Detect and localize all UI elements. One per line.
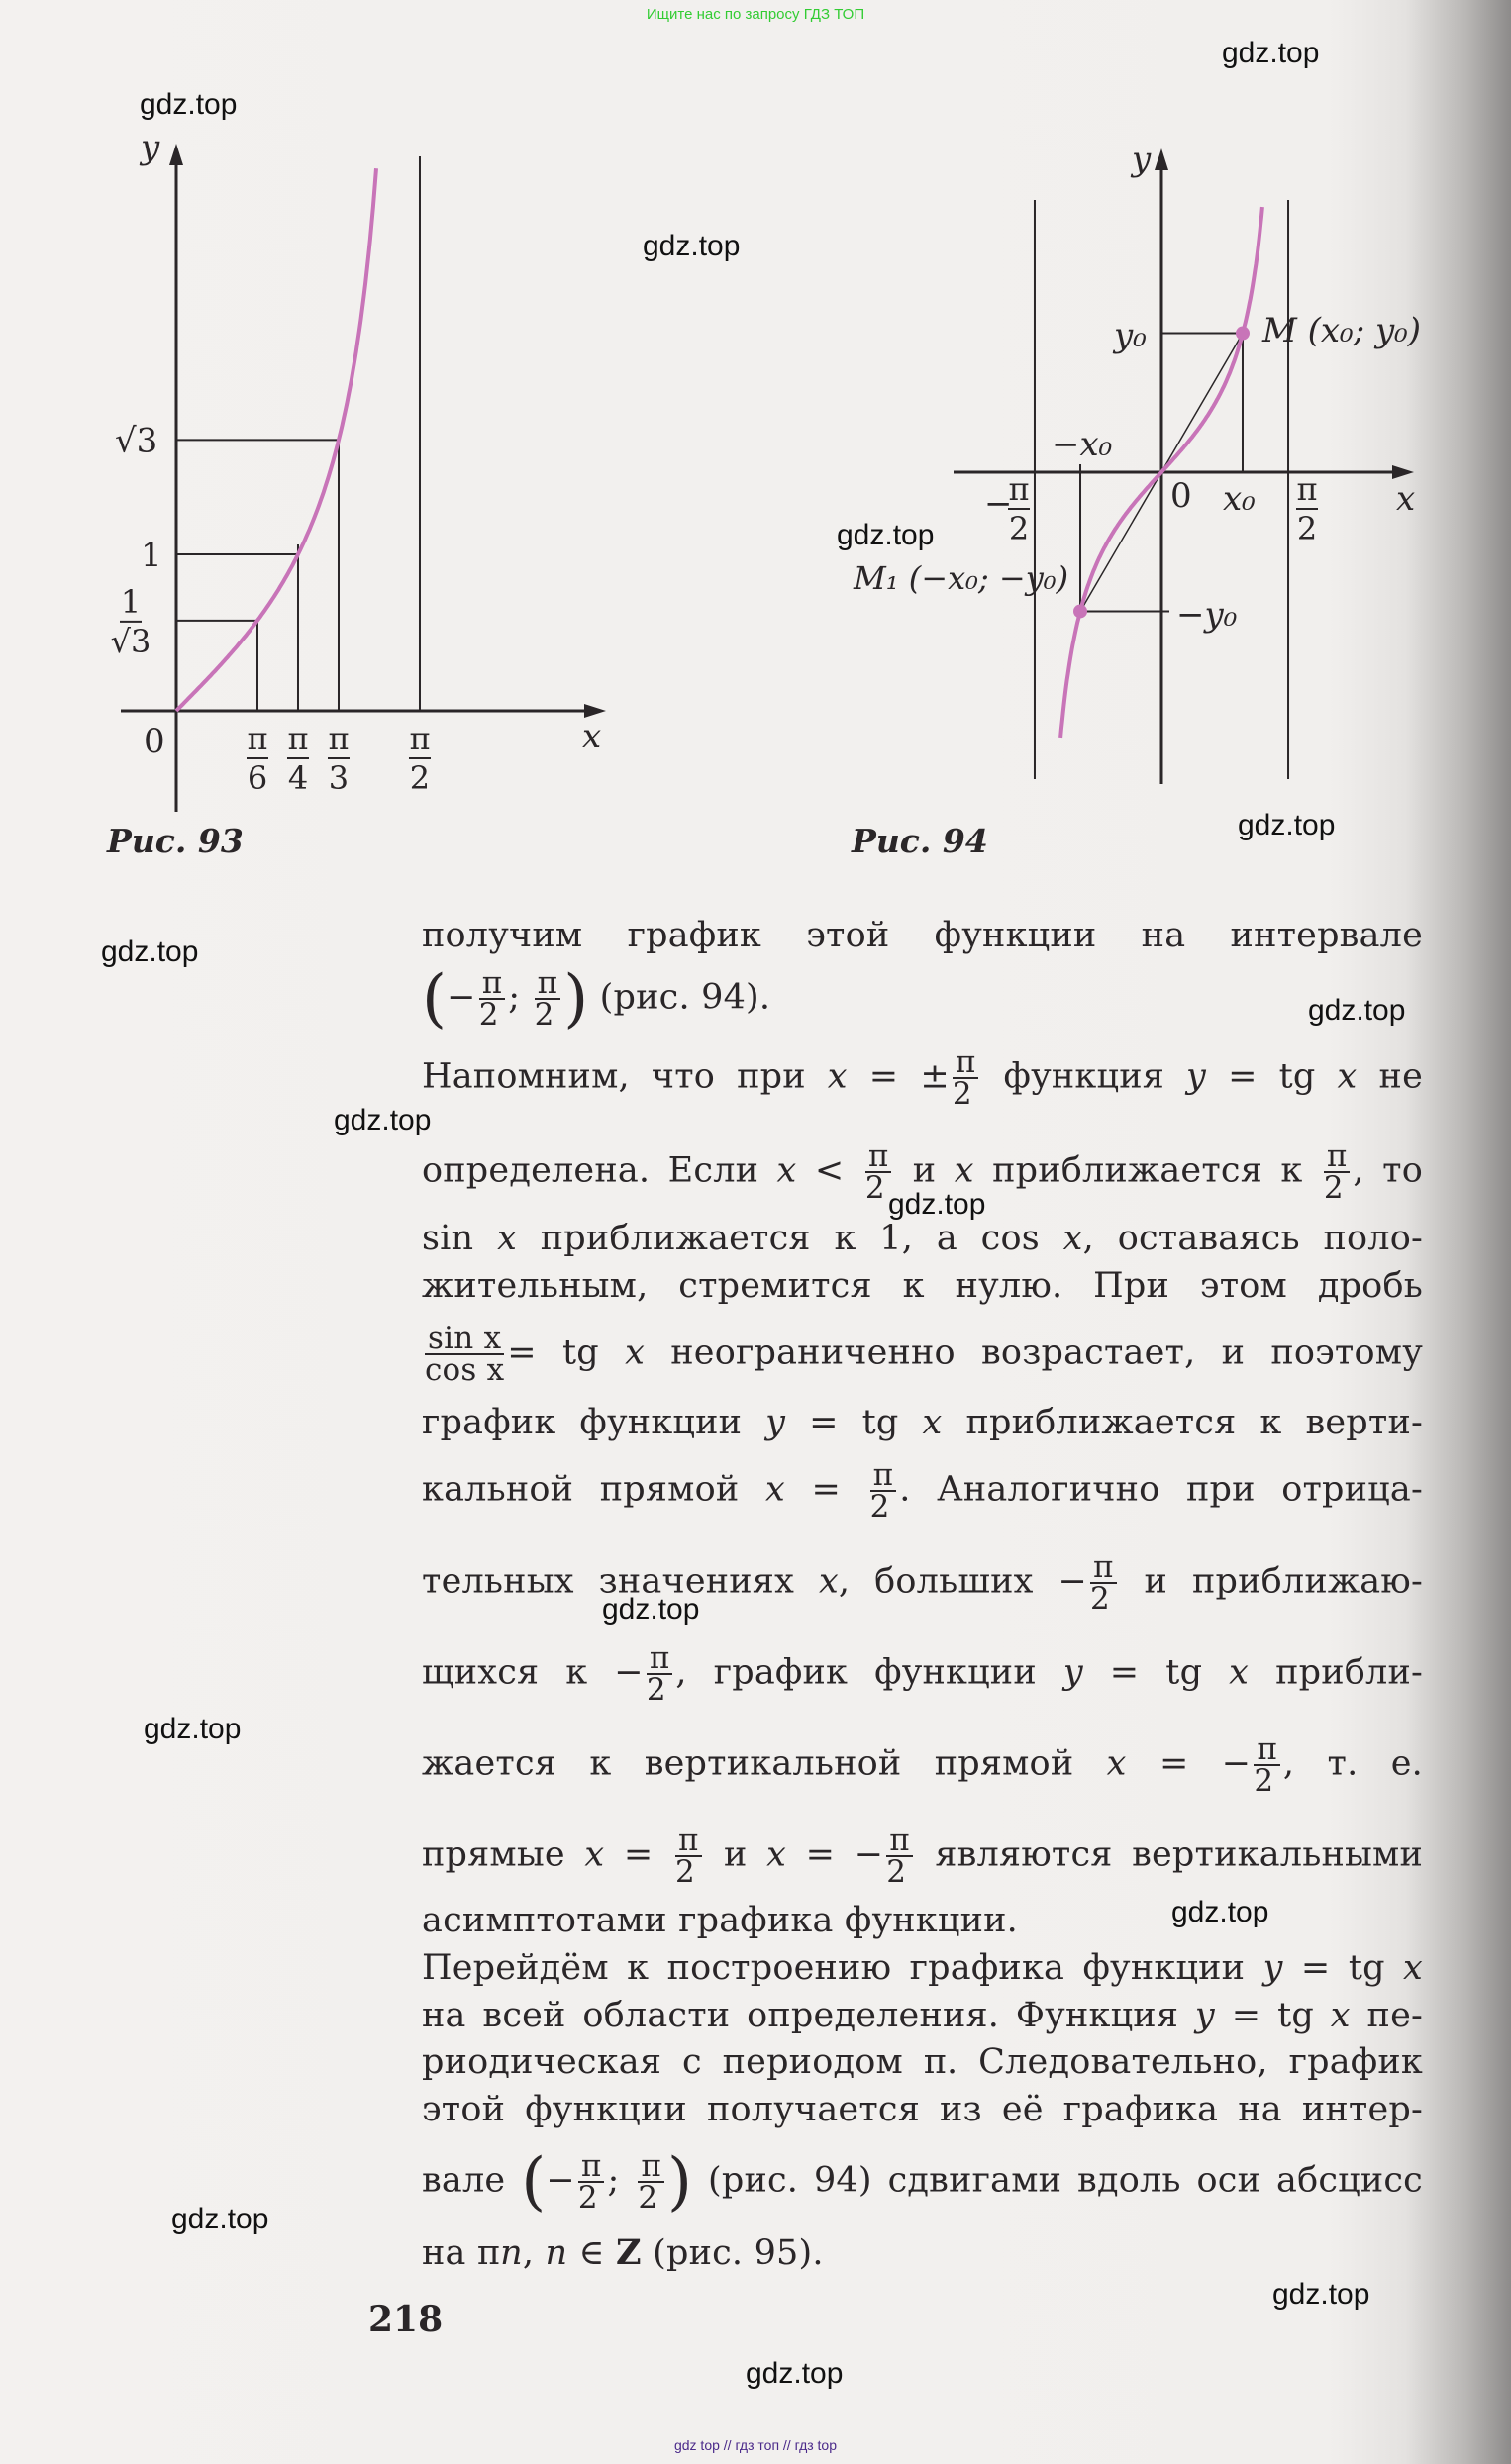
fraction-denominator: 2 (577, 2180, 598, 2216)
text-run: получим график этой функции на интервале (422, 916, 1423, 955)
math-variable: x (1330, 1996, 1351, 2035)
math-variable: x (1229, 1652, 1250, 1693)
watermark-text: gdz.top (171, 2203, 269, 2235)
text-run: , больших − (838, 1561, 1088, 1602)
fig94-point-M (1236, 327, 1250, 341)
fraction-numerator: π (1090, 1552, 1117, 1584)
fig94-M-label: M (x₀; y₀) (1262, 311, 1422, 350)
fig93-origin-label: 0 (144, 722, 165, 761)
text-run: асимптотами графика функции. (422, 1901, 1018, 1940)
text-run: неограниченно возрастает, и поэтому (645, 1332, 1423, 1373)
fig94-x-arrow-icon (1392, 465, 1414, 479)
math-variable: x (764, 1469, 785, 1510)
text-line (422, 1994, 1423, 2037)
watermark-text: gdz.top (746, 2357, 844, 2390)
math-variable: x (818, 1561, 839, 1602)
text-run: = tg (1206, 1056, 1338, 1097)
text-run: на всей области определения. Функция (422, 1996, 1195, 2035)
text-run: − (447, 977, 476, 1018)
fraction-numerator: π (328, 720, 350, 757)
text-run: = tg (1282, 1948, 1404, 1988)
watermark-text: gdz.top (1171, 1896, 1269, 1928)
fraction-numerator: 1 (120, 582, 142, 621)
text-run: = − (1126, 1743, 1252, 1784)
text-run: этой функции получается из её графика на интер- (422, 2090, 1423, 2129)
fraction (1090, 1549, 1117, 1617)
fraction-numerator: π (479, 968, 506, 1000)
text-run: = − (786, 1834, 884, 1875)
text-run: приближается к (973, 1150, 1321, 1191)
text-run: − (546, 2160, 575, 2201)
fraction-denominator: 2 (478, 997, 499, 1033)
math-variable: x (1106, 1743, 1127, 1784)
math-variable: y (1194, 1996, 1215, 2035)
fraction-denominator: 2 (1323, 1170, 1344, 1206)
fraction-numerator: π (638, 2151, 664, 2183)
text-run: sin (422, 1219, 498, 1258)
fig94-pi-half-label (1296, 470, 1318, 547)
fraction-denominator: 6 (247, 759, 268, 797)
fraction (1254, 1731, 1280, 1799)
text-line (422, 2088, 1423, 2131)
fig93-tick-inv-sqrt3 (111, 583, 151, 660)
math-variable: x (954, 1150, 974, 1191)
fraction-denominator: 2 (1090, 1581, 1110, 1617)
fraction-numerator: π (675, 1825, 702, 1857)
math-variable: y (1186, 1056, 1207, 1097)
text-run: риодическая с периодом π. Следовательно, график (422, 2042, 1423, 2082)
text-run: на π (422, 2233, 501, 2273)
text-line (422, 914, 1423, 957)
math-variable: y (765, 1403, 786, 1442)
fraction (577, 2148, 605, 2216)
text-run: = tg (1214, 1996, 1331, 2035)
fraction-numerator: π (535, 968, 561, 1000)
text-run: не (1357, 1056, 1423, 1097)
text-run: кальной прямой (422, 1469, 765, 1510)
text-run: приближается к 1, а cos (517, 1219, 1063, 1258)
fraction-denominator: 2 (869, 1489, 890, 1525)
math-variable: x (922, 1403, 943, 1442)
fraction-denominator: √3 (110, 622, 151, 660)
fraction-denominator: 2 (1254, 1763, 1274, 1799)
fraction-numerator: π (886, 1825, 913, 1857)
text-line (422, 962, 1423, 1035)
math-variable: n (545, 2233, 568, 2273)
text-run: = tg (507, 1332, 626, 1373)
fraction-numerator: π (1008, 470, 1030, 508)
fraction-numerator: π (287, 720, 309, 757)
text-run: ; (508, 977, 532, 1018)
watermark-text: gdz.top (1238, 809, 1336, 841)
fig93-tick-sqrt3: √3 (115, 421, 158, 461)
fig94-neg-x0-label: −x₀ (1052, 425, 1113, 464)
fraction (1323, 1138, 1351, 1206)
fraction-numerator: π (647, 1643, 673, 1675)
text-run: (рис. 94). (588, 977, 771, 1018)
text-run: являются вертикальными (915, 1834, 1423, 1875)
fig94-neg-y0-label: −y₀ (1176, 595, 1238, 635)
math-variable: x (827, 1056, 848, 1097)
fig93-x-label: x (582, 717, 602, 756)
watermark-text: gdz.top (643, 230, 741, 262)
text-run: график функции (422, 1403, 766, 1442)
fraction-denominator: 4 (287, 759, 309, 797)
text-run: тельных значениях (422, 1561, 819, 1602)
fraction (534, 965, 561, 1033)
text-line (422, 1731, 1423, 1799)
watermark-text: gdz.top (602, 1593, 700, 1626)
fraction-denominator: 2 (864, 1170, 885, 1206)
fraction (646, 1640, 673, 1708)
watermark-text: gdz.top (334, 1104, 432, 1136)
text-run: и (894, 1150, 955, 1191)
text-run: ∈ (567, 2233, 617, 2273)
watermark-text: gdz.top (1222, 37, 1320, 69)
fraction-denominator: 2 (646, 1672, 666, 1708)
fraction-denominator: cos x (425, 1352, 505, 1388)
fig94-y-arrow-icon (1155, 148, 1168, 170)
text-line (422, 2145, 1423, 2218)
text-run: . Аналогично при отрица- (899, 1469, 1423, 1510)
fig93-x-tick (247, 720, 268, 797)
math-variable: y (1262, 1948, 1283, 1988)
fraction-denominator: 3 (328, 759, 350, 797)
watermark-text: gdz.top (101, 936, 199, 968)
fraction-denominator: 2 (1296, 510, 1318, 547)
fraction-denominator: 2 (674, 1854, 695, 1890)
watermark-text: gdz.top (140, 88, 238, 121)
fig94-origin-label: 0 (1170, 476, 1192, 516)
math-variable: x (776, 1150, 797, 1191)
text-line (422, 1823, 1423, 1890)
fig94-x0-label: x₀ (1223, 479, 1256, 519)
fig94-minus-sign: − (984, 484, 1013, 524)
fraction-denominator: 2 (952, 1076, 972, 1112)
text-line (422, 1896, 1423, 1942)
math-variable: x (1062, 1219, 1083, 1258)
parenthesis: ) (563, 962, 589, 1035)
text-run: = tg (1082, 1652, 1230, 1693)
fraction (478, 965, 506, 1033)
figure-93-caption: Рис. 93 (107, 822, 244, 860)
fraction-numerator: π (1296, 470, 1318, 508)
text-run: прибли- (1249, 1652, 1424, 1693)
text-run: Напомним, что при (422, 1056, 828, 1097)
fraction-denominator: 2 (638, 2180, 658, 2216)
text-line (422, 1321, 1423, 1388)
math-variable: x (1337, 1056, 1358, 1097)
fig94-neg-pi-half-label (1008, 470, 1030, 547)
figures (0, 0, 1511, 891)
fraction-numerator: π (865, 1141, 892, 1173)
text-run: , то (1353, 1150, 1423, 1191)
math-variable: x (625, 1332, 646, 1373)
fraction-numerator: π (578, 2151, 605, 2183)
text-run: приближается к верти- (942, 1403, 1423, 1442)
fig93-y-arrow-icon (169, 144, 183, 165)
math-variable: x (766, 1834, 787, 1875)
fraction-denominator: 2 (409, 759, 431, 797)
fraction-denominator: 2 (1008, 510, 1030, 547)
math-variable: x (584, 1834, 605, 1875)
fraction-denominator: 2 (886, 1854, 907, 1890)
text-run: ; (607, 2160, 636, 2201)
fraction (674, 1823, 702, 1890)
text-run: (рис. 94) сдвигами вдоль оси абсцисс (692, 2160, 1423, 2201)
parenthesis: ( (422, 962, 448, 1035)
fraction-numerator: π (247, 720, 268, 757)
watermark-text: gdz.top (1308, 994, 1406, 1027)
text-run: , оставаясь поло- (1082, 1219, 1423, 1258)
fig93-y-label: y (141, 128, 160, 167)
fraction-denominator: 2 (534, 997, 554, 1033)
text-run: пе- (1350, 1996, 1424, 2035)
text-line (422, 1946, 1423, 1990)
fig94-y0-label: y₀ (1114, 316, 1147, 355)
math-variable: x (497, 1219, 518, 1258)
text-line (422, 1401, 1423, 1444)
text-run: определена. Если (422, 1150, 777, 1191)
fig94-y-label: y (1132, 140, 1152, 179)
text-line (422, 1457, 1423, 1525)
text-run: и (704, 1834, 767, 1875)
text-run: вале (422, 2160, 522, 2201)
fraction-numerator: π (953, 1047, 979, 1079)
page-number: 218 (368, 2299, 444, 2340)
text-run: функция (981, 1056, 1187, 1097)
math-variable: y (1062, 1652, 1083, 1693)
fig94-x-label: x (1396, 479, 1416, 519)
text-run: жительным, стремится к нулю. При этом дробь (422, 1266, 1423, 1306)
fraction-numerator: π (1324, 1141, 1351, 1173)
parenthesis: ) (666, 2145, 693, 2218)
fig93-x-tick (328, 720, 350, 797)
fig93-x-tick (409, 720, 431, 797)
fraction (952, 1044, 979, 1112)
fig93-x-tick (287, 720, 309, 797)
figure-94-caption: Рис. 94 (852, 822, 988, 860)
math-variable: n (500, 2233, 523, 2273)
fraction (638, 2148, 664, 2216)
watermark-text: gdz.top (837, 519, 935, 551)
text-run: = (604, 1834, 672, 1875)
text-run: и приближаю- (1119, 1561, 1424, 1602)
text-line (422, 2231, 1423, 2275)
text-run: < (796, 1150, 862, 1191)
footer-watermark: gdz top // гдз топ // гдз top (673, 2437, 838, 2453)
fraction-numerator: sin x (425, 1324, 504, 1355)
text-run: щихся к − (422, 1652, 644, 1693)
fraction (886, 1823, 913, 1890)
watermark-text: gdz.top (1272, 2278, 1370, 2311)
fig94-M1-label: M₁ (−x₀; −y₀) (854, 559, 1069, 597)
watermark-text: gdz.top (888, 1188, 986, 1221)
fraction-numerator: π (1254, 1734, 1280, 1766)
text-run: (рис. 95). (641, 2233, 824, 2273)
fraction (425, 1321, 505, 1388)
fig94-point-M1 (1073, 604, 1087, 618)
parenthesis: ( (521, 2145, 547, 2218)
text-line (422, 1044, 1423, 1112)
text-run: = (784, 1469, 867, 1510)
fig93-x-arrow-icon (584, 704, 606, 718)
text-run: , (522, 2233, 546, 2273)
math-variable: x (1403, 1948, 1423, 1988)
text-run: = tg (785, 1403, 923, 1442)
text-run: , т. е. (1282, 1743, 1423, 1784)
fig93-tick-1: 1 (141, 536, 162, 575)
fraction (869, 1457, 897, 1525)
top-banner: Ищите нас по запросу ГДЗ ТОП (646, 6, 865, 23)
watermark-text: gdz.top (144, 1713, 242, 1745)
fraction-numerator: π (409, 720, 431, 757)
fraction-numerator: π (870, 1460, 897, 1492)
text-run: прямые (422, 1834, 585, 1875)
text-run: Перейдём к построению графика функции (422, 1948, 1263, 1988)
text-line (422, 1640, 1424, 1708)
text-run: , график функции (675, 1652, 1063, 1693)
text-run: жается к вертикальной прямой (422, 1743, 1107, 1784)
text-run: = ± (847, 1056, 950, 1097)
text-line (422, 2040, 1423, 2084)
text-line (422, 1264, 1423, 1308)
math-set: Z (616, 2232, 642, 2273)
text-line (422, 1217, 1423, 1260)
